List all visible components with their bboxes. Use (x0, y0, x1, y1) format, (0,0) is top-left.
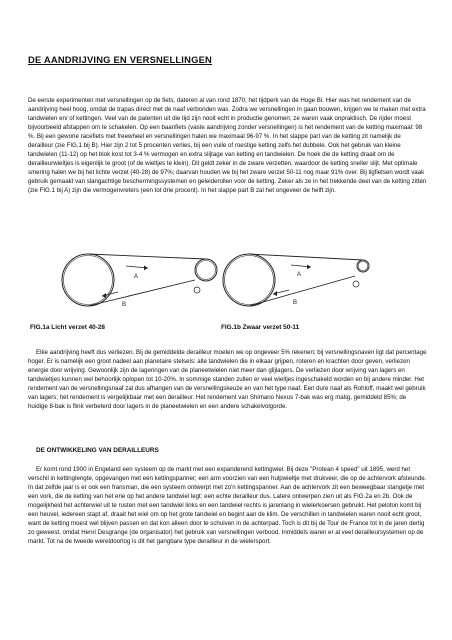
derailleur-pulley-circle (194, 287, 200, 293)
rear-cog-inner-circle (358, 261, 368, 271)
chain-top-line (249, 254, 363, 260)
figure-1a-diagram (56, 250, 218, 316)
arrow-a-head (144, 266, 148, 271)
figure-1b-diagram (215, 250, 373, 316)
figure-label-b: B (293, 300, 298, 306)
figure-label-b: B (122, 302, 127, 308)
figure-label-a: A (134, 274, 139, 280)
rear-cog-inner-circle (197, 261, 216, 280)
chainring-circle (223, 254, 275, 306)
rear-cog-circle (357, 260, 369, 272)
rear-cog-circle (195, 259, 217, 281)
arrow-a-head (307, 265, 311, 270)
losses-paragraph: Elke aandrijving heeft dus verliezen. Bij de gemiddelde derailleur moeten we op ongeveer 5% rekenen; bij versnellingsnaven ligt dat percentage hoger. Er is namelijk een groot nadeel aan planetaire stelsels: alle tandwielen die in elkaar grijpen, roteren en krachten door geven, verliezen energie door wrijving. Gewoonlijk zijn de lageringen van de planeetwielen niet meer dan glijlagers. De verliezen door wrijving van lagers en tandwieltjes kunnen wel behoorlijk oplopen tot 10-20%. In sommige standen zullen er veel wieltjes ingeschakeld worden en bij andere minder. Het rendement van de versnellingsnaaf zal dus afhangen van de versnellingskeuze en van het type naaf. Een dure naaf als Rohloff, maakt wel gebruik van lagers; het rendement is vergelijkbaar met een derailleur. Het rendement van Shimano Nexus 7-bak was erg matig, gemiddeld 85%; de huidige 8-bak is flink verbeterd door lagers in de planeetwielen en een andere schakelvolgorde. (28, 349, 427, 411)
figure-1a-caption: FIG.1a Licht verzet 40-28 (30, 324, 105, 331)
intro-paragraph: De eerste experimenten met versnellingen op de fiets, dateren al van rond 1870; het tijdperk van de Hoge Bi. Hier was het rendement van de aandrijving heel hoog, omdat de trapas direct met de naaf verbonden was. Zodra we versnellingen in gaan bouwen, krijgen we te maken met extra tandwielen en/ of kettingen. Veel van de patenten uit die tijd zijn nooit echt in productie genomen; ze waren vaak onpraktisch. De rijder moest bijvoorbeeld afstappen om te schakelen. Op een baanfiets (vaste aandrijving zonder versnellingen) is het rendement van de ketting maximaal: 98 %. Bij een gewone racefiets met freewheel en versnellingen halen we maximaal 96-97 %. In het slappe part van de ketting zit namelijk de derailleur (zie FIG.1 bij B). Hier zijn 2 tot 5 procenten verlies, bij een vuile of roestige ketting zelfs het dubbele. Ook het gebruik van kleine tandwielen (11-12) op het blok kost tot 3-4 % vermogen en extra slijtage van ketting en tandwielen. De hoek die de ketting draait om de derailleurwieltjes is eigenlijk te groot (of de wieltjes te klein). Dit geldt zeker in de zware verzetten, waardoor de ketting sneller slijt. Met optimale smering halen we bij het lichte verzet (40-28) de 97%; daarvan houden we bij het zware verzet 50-11 nog maar 91% over. Bij ligfietsen wordt vaak gebruik gemaakt van slangachtige beschermingssystemen en geleiderollen voor de ketting. Zeker als ze in het trekkende deel van de ketting zitten (zie FIG.1 bij A) zijn die vermogenvreters (een tot drie procent). In het slappe part B zal het ongeveer de helft zijn. (28, 97, 427, 195)
figure-label-a: A (297, 272, 302, 278)
chain-bottom-line (88, 280, 195, 306)
figure-1b-caption: FIG.1b Zwaar verzet 50-11 (221, 324, 300, 331)
chainring-inner-circle (225, 256, 274, 305)
history-paragraph: Er komt rond 1900 in Engeland een systeem op de markt met een expanderend kettingwiel. Bij deze "Protean 4 speed" uit 1895, werd het verschil in kettinglengte, opgevangen met een kettingspanner; een arm voorzien van een hulpwieltje met drukveer, die op de achtervork afsteunde. In dat zelfde jaar is er ook een fransman, die een systeem ontwerpt met zo'n kettingspanner. Aan de achtervork zit een beweegbaar stangetje met een vork, die de ketting van het ene op het andere tandwiel legt: een echte derailleur dus. Latere ontwerpen zien uit als FIG.2a en 2b. Ook de mogelijkheid het achterwiel uit te rusten met een tandwiel links en een tandwiel rechts is jarenlang in wielerkoersen gebruikt. Het peloton komt bij een heuvel, iedereen stapt af, draait het wiel om op het grote tandwiel en begint aan de klim. De verschillen in tandwielen waren nooit echt groot, want de ketting moest wel blijven passen en dat kon alleen door te schuiven in de achterpad. Toch is dit bij de Tour de France tot in de jaren dertig zo geweest, omdat Henri Desgrange (de organisator) het gebruik van versnellingen verbood. Inmiddels waren er al veel derailleursystemen op de markt. Tot na de tweede wereldoorlog is dit het gangbare type derailleur in de wielersport. (28, 466, 427, 546)
chainring-circle (62, 254, 114, 306)
derailleur-pulley-circle (353, 281, 359, 287)
chain-top-line (88, 254, 206, 259)
chain-bottom-line (249, 276, 355, 306)
section-heading: DE ONTWIKKELING VAN DERAILLEURS (36, 447, 159, 454)
page-title: DE AANDRIJVING EN VERSNELLINGEN (28, 54, 212, 65)
